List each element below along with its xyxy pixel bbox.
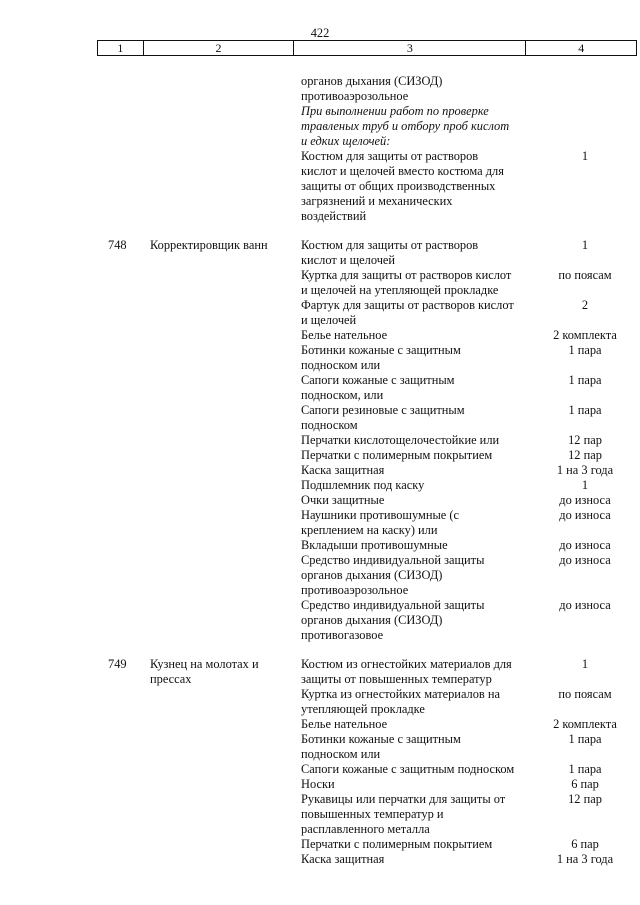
ppe-item (0, 268, 640, 298)
header-col-2: 2 (144, 41, 294, 55)
ppe-item-quantity: 1 на 3 года (556, 463, 614, 477)
ppe-item (0, 298, 640, 328)
ppe-item (0, 598, 640, 643)
ppe-item-quantity: до износа (559, 508, 611, 522)
ppe-item-name: Перчатки кислотощелочестойкие или (301, 433, 500, 447)
ppe-item-quantity (531, 74, 639, 104)
ppe-item-name: Костюм для защиты от растворов кислот и щелочей (301, 238, 479, 267)
ppe-item-quantity: 1 (581, 149, 589, 163)
ppe-item-name: Сапоги кожаные с защитным подноском (301, 762, 515, 776)
ppe-item-name: Наушники противошумные (с креплением на каску) или (301, 508, 460, 537)
ppe-item-quantity: по поясам (558, 687, 612, 701)
ppe-item-name: Фартук для защиты от растворов кислот и щелочей (301, 298, 514, 327)
ppe-item-name: При выполнении работ по проверке травленых труб и отбору проб кислот и едких щелочей: (301, 104, 510, 148)
ppe-item (0, 149, 640, 224)
ppe-item (0, 538, 640, 553)
ppe-item-name: Перчатки с полимерным покрытием (301, 837, 493, 851)
ppe-item (0, 777, 640, 792)
ppe-item (0, 373, 640, 403)
page-number: 422 (310, 26, 330, 40)
ppe-item (0, 433, 640, 448)
ppe-item-name: Подшлемник под каску (301, 478, 425, 492)
ppe-item-quantity: 1 на 3 года (556, 852, 614, 866)
ppe-item-name: Ботинки кожаные с защитным подноском или (301, 732, 461, 761)
profession-name: Корректировщик ванн (150, 238, 268, 252)
ppe-item-name: Сапоги резиновые с защитным подноском (301, 403, 465, 432)
table-header (97, 40, 637, 56)
ppe-item (0, 508, 640, 538)
ppe-item (0, 343, 640, 373)
ppe-item-name: Куртка для защиты от растворов кислот и щелочей на утепляющей прокладке (301, 268, 512, 297)
ppe-item (0, 762, 640, 777)
ppe-item-quantity: 2 комплекта (553, 717, 617, 731)
header-col-3: 3 (294, 41, 526, 55)
ppe-item-name: органов дыхания (СИЗОД) противоаэрозольное (301, 74, 443, 103)
ppe-item-quantity: 1 пара (568, 762, 602, 776)
ppe-item (0, 463, 640, 478)
ppe-item-name: Средство индивидуальной защиты органов дыхания (СИЗОД) противогазовое (301, 598, 485, 642)
ppe-item (0, 732, 640, 762)
ppe-item-quantity: 1 (581, 478, 589, 492)
ppe-item-name: Костюм из огнестойких материалов для защиты от повышенных температур (301, 657, 512, 686)
group-spacer (0, 643, 640, 657)
ppe-item-name: Очки защитные (301, 493, 385, 507)
ppe-item-name: Куртка из огнестойких материалов на утепляющей прокладке (301, 687, 501, 716)
ppe-item-quantity: 1 пара (568, 732, 602, 746)
ppe-item (0, 837, 640, 852)
ppe-item-name: Белье нательное (301, 328, 388, 342)
row-number: 749 (108, 657, 127, 671)
ppe-item-name: Белье нательное (301, 717, 388, 731)
row-number: 748 (108, 238, 127, 252)
ppe-item-name: Вкладыши противошумные (301, 538, 448, 552)
header-col-1: 1 (98, 41, 144, 55)
ppe-item (0, 403, 640, 433)
ppe-item (0, 852, 640, 867)
ppe-item-quantity: 1 (581, 238, 589, 252)
ppe-item-quantity: 1 пара (568, 343, 602, 357)
profession-name: Кузнец на молотах и прессах (150, 657, 259, 686)
ppe-item-quantity: 12 пар (568, 448, 602, 462)
ppe-item-name: Средство индивидуальной защиты органов дыхания (СИЗОД) противоаэрозольное (301, 553, 485, 597)
ppe-item-name: Каска защитная (301, 463, 385, 477)
ppe-item-name: Рукавицы или перчатки для защиты от повышенных температур и расплавленного металла (301, 792, 506, 836)
ppe-item (0, 448, 640, 463)
ppe-item-name: Каска защитная (301, 852, 385, 866)
ppe-item-quantity: до износа (559, 553, 611, 567)
ppe-item (0, 493, 640, 508)
ppe-item-quantity: 6 пар (571, 837, 599, 851)
ppe-item-quantity: 2 (581, 298, 589, 312)
ppe-item-quantity: до износа (559, 598, 611, 612)
ppe-item-quantity: 1 (581, 657, 589, 671)
ppe-item-name: Костюм для защиты от растворов кислот и щелочей вместо костюма для защиты от общих производственных загрязнений и механических воздействий (301, 149, 504, 223)
ppe-item (0, 328, 640, 343)
ppe-item-quantity: 1 пара (568, 403, 602, 417)
ppe-item-name: Ботинки кожаные с защитным подноском или (301, 343, 461, 372)
ppe-item (0, 687, 640, 717)
ppe-item-quantity: до износа (559, 493, 611, 507)
table-row (0, 74, 640, 224)
ppe-item (0, 717, 640, 732)
table-body (0, 74, 640, 867)
ppe-item-quantity (531, 104, 639, 149)
ppe-item-quantity: 1 пара (568, 373, 602, 387)
ppe-item (0, 657, 640, 687)
ppe-item-name: Носки (301, 777, 335, 791)
ppe-item (0, 74, 640, 104)
ppe-item (0, 238, 640, 268)
ppe-item (0, 553, 640, 598)
ppe-item-quantity: 6 пар (571, 777, 599, 791)
ppe-item (0, 792, 640, 837)
ppe-item-quantity: до износа (559, 538, 611, 552)
group-spacer (0, 224, 640, 238)
ppe-item-quantity: 2 комплекта (553, 328, 617, 342)
ppe-item (0, 478, 640, 493)
table-row (0, 657, 640, 867)
ppe-item-quantity: 12 пар (568, 433, 602, 447)
condition-note (0, 104, 640, 149)
ppe-item-quantity: по поясам (558, 268, 612, 282)
table-row (0, 238, 640, 643)
ppe-item-name: Сапоги кожаные с защитным подноском, или (301, 373, 455, 402)
header-col-4: 4 (578, 41, 585, 55)
ppe-item-quantity: 12 пар (568, 792, 602, 806)
ppe-item-name: Перчатки с полимерным покрытием (301, 448, 493, 462)
